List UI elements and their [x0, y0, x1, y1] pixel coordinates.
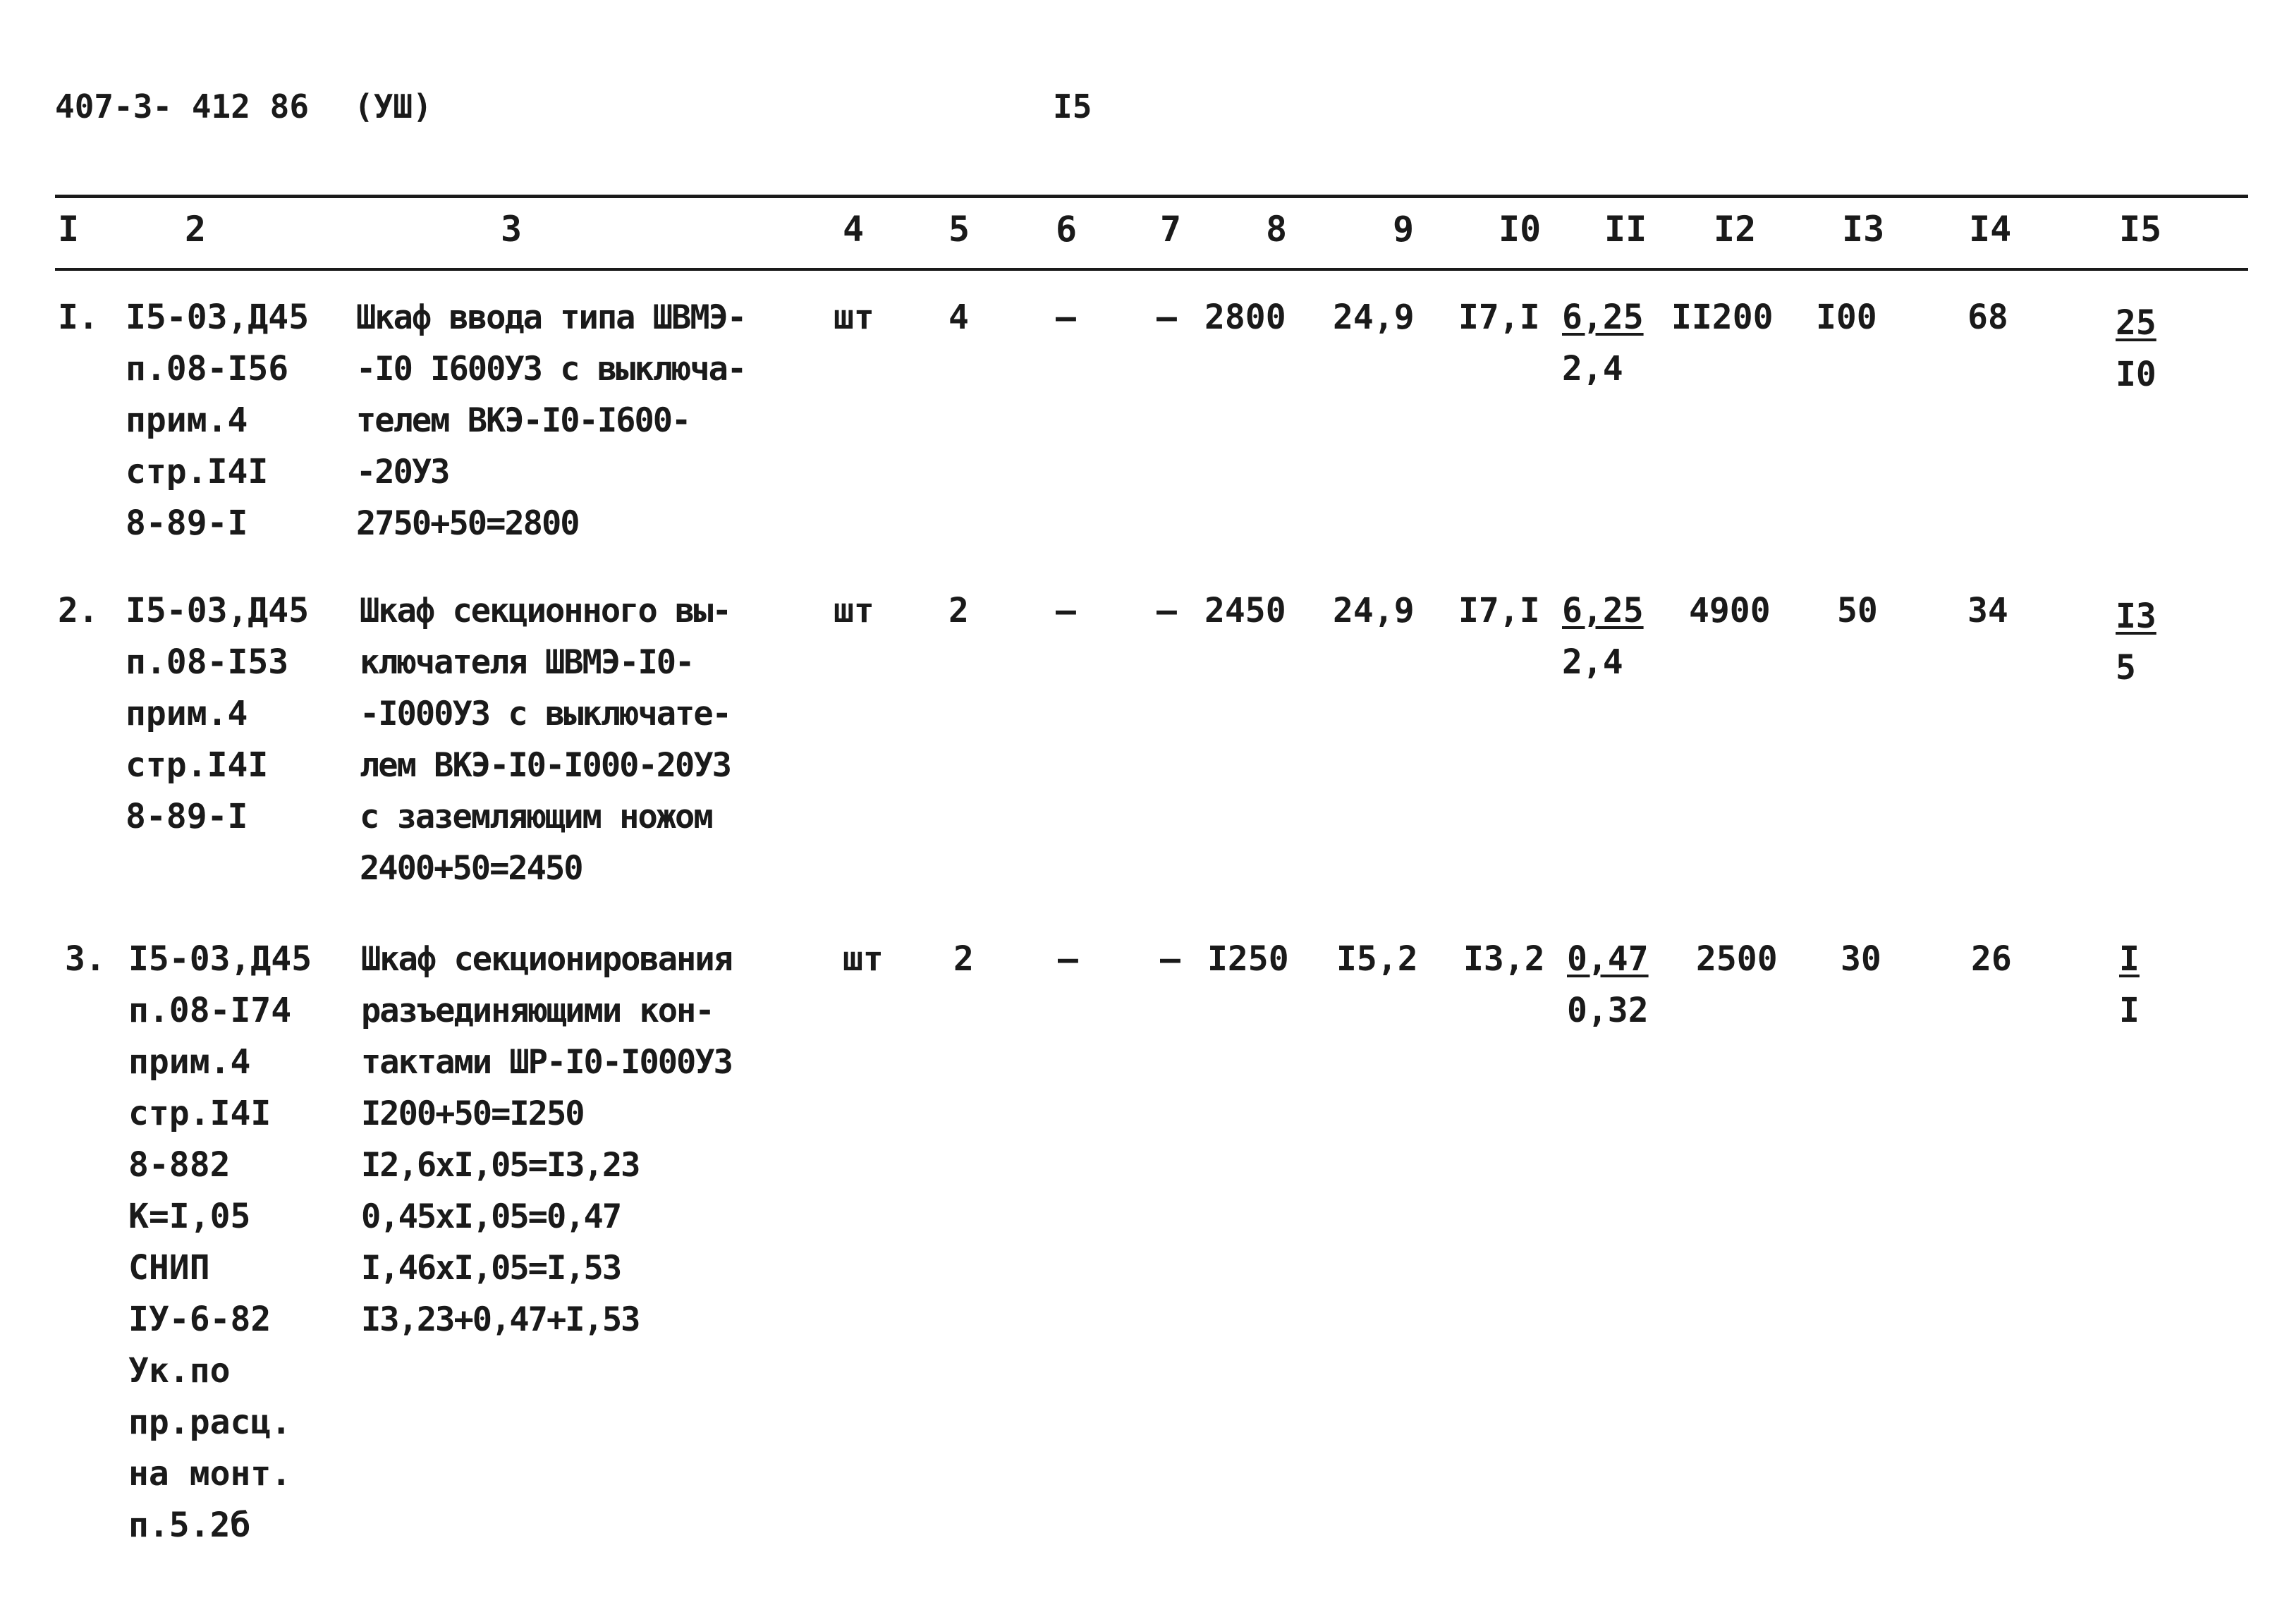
row-col10: I7,I	[1458, 298, 1540, 337]
row-col15	[2116, 591, 2156, 694]
reference-line: п.08-I56	[126, 349, 289, 389]
description-line: тактами ШР-I0-I000У3	[361, 1043, 732, 1082]
section-label: (УШ)	[354, 87, 432, 126]
col-num-3: 3	[501, 209, 523, 250]
page-number: I5	[1053, 87, 1092, 126]
table-top-rule	[55, 195, 2248, 198]
row-col6: –	[1058, 939, 1078, 979]
row-col8: 2450	[1204, 591, 1286, 630]
reference-line: I5-03,Д45	[128, 939, 312, 979]
reference-line: на монт.	[128, 1454, 292, 1494]
col-num-11: II	[1604, 209, 1647, 250]
row-col12: II200	[1671, 298, 1774, 337]
description-line: разъединяющими кон-	[361, 991, 714, 1030]
col11-upper: 6,25	[1562, 298, 1644, 337]
description-line: Шкаф секционного вы-	[360, 592, 731, 630]
reference-line: 8-89-I	[126, 503, 248, 543]
row-quantity: 2	[953, 939, 974, 979]
description-line: I3,23+0,47+I,53	[361, 1300, 640, 1339]
row-col12: 4900	[1689, 591, 1771, 630]
description-line: I,46хI,05=I,53	[361, 1249, 621, 1288]
col-num-9: 9	[1393, 209, 1415, 250]
description-line: ключателя ШВМЭ-I0-	[360, 643, 694, 682]
row-unit: шт	[834, 591, 874, 630]
col15-upper: I	[2119, 939, 2140, 979]
description-line: I200+50=I250	[361, 1094, 584, 1133]
row-col7: –	[1157, 298, 1177, 337]
row-col13: I00	[1816, 298, 1877, 337]
col-num-14: I4	[1969, 209, 2012, 250]
col-num-7: 7	[1160, 209, 1182, 250]
row-reference	[126, 292, 309, 549]
row-number: I.	[58, 298, 99, 337]
row-number: 3.	[65, 939, 106, 979]
col-num-8: 8	[1266, 209, 1288, 250]
row-quantity: 2	[948, 591, 969, 630]
description-line: с заземляющим ножом	[360, 798, 712, 836]
table-header-rule	[55, 268, 2248, 271]
description-line: I2,6хI,05=I3,23	[361, 1146, 640, 1185]
reference-line: I5-03,Д45	[126, 591, 310, 630]
reference-line: п.08-I74	[128, 991, 292, 1030]
description-line: 2750+50=2800	[356, 504, 579, 543]
col11-lower: 2,4	[1562, 642, 1623, 682]
col-num-10: I0	[1499, 209, 1542, 250]
col15-lower: I	[2119, 991, 2140, 1030]
reference-line: пр.расц.	[128, 1403, 292, 1442]
row-col13: 30	[1841, 939, 1881, 979]
reference-line: 8-89-I	[126, 797, 248, 836]
reference-line: прим.4	[126, 694, 248, 733]
row-col9: 24,9	[1333, 591, 1415, 630]
col11-upper: 0,47	[1567, 939, 1649, 979]
row-col15	[2119, 934, 2140, 1037]
reference-line: п.5.2б	[128, 1506, 251, 1545]
row-col14: 34	[1967, 591, 2008, 630]
row-col14: 26	[1971, 939, 2012, 979]
col-num-13: I3	[1842, 209, 1885, 250]
reference-line: Ук.по	[128, 1351, 231, 1391]
reference-line: прим.4	[128, 1042, 251, 1082]
col15-lower: I0	[2116, 355, 2156, 394]
row-col7: –	[1157, 591, 1177, 630]
row-col14: 68	[1967, 298, 2008, 337]
row-description	[360, 585, 731, 894]
col-num-6: 6	[1056, 209, 1078, 250]
reference-line: К=I,05	[128, 1197, 251, 1236]
description-line: -I0 I600У3 с выключа-	[356, 350, 746, 389]
col11-lower: 2,4	[1562, 349, 1623, 389]
row-col9: I5,2	[1336, 939, 1418, 979]
col-num-12: I2	[1714, 209, 1757, 250]
row-description	[356, 292, 745, 549]
col-num-4: 4	[843, 209, 865, 250]
row-unit: шт	[834, 298, 874, 337]
row-col13: 50	[1837, 591, 1878, 630]
description-line: лем ВКЭ-I0-I000-20У3	[360, 746, 731, 785]
col15-lower: 5	[2116, 648, 2136, 688]
row-number: 2.	[58, 591, 99, 630]
col15-upper: I3	[2116, 597, 2156, 636]
reference-line: СНИП	[128, 1248, 210, 1288]
row-col10: I3,2	[1463, 939, 1545, 979]
document-code: 407-3- 412 86	[55, 87, 310, 126]
col-num-2: 2	[185, 209, 207, 250]
reference-line: I5-03,Д45	[126, 298, 310, 337]
col-num-1: I	[58, 209, 80, 250]
description-line: Шкаф ввода типа ШВМЭ-	[356, 298, 746, 337]
row-quantity: 4	[948, 298, 969, 337]
row-description	[361, 934, 732, 1345]
row-col12: 2500	[1696, 939, 1778, 979]
col-num-15: I5	[2119, 209, 2162, 250]
row-col6: –	[1056, 298, 1076, 337]
description-line: -20У3	[356, 453, 449, 492]
col11-upper: 6,25	[1562, 591, 1644, 630]
row-col11	[1562, 292, 1644, 395]
row-reference	[128, 934, 312, 1551]
description-line: Шкаф секционирования	[361, 940, 732, 979]
reference-line: стр.I4I	[128, 1094, 271, 1133]
col11-lower: 0,32	[1567, 991, 1649, 1030]
row-unit: шт	[843, 939, 884, 979]
row-col6: –	[1056, 591, 1076, 630]
row-col8: I250	[1207, 939, 1289, 979]
reference-line: п.08-I53	[126, 642, 289, 682]
description-line: 2400+50=2450	[360, 849, 582, 888]
reference-line: стр.I4I	[126, 452, 269, 492]
row-col11	[1562, 585, 1644, 688]
col15-upper: 25	[2116, 303, 2156, 343]
description-line: -I000У3 с выключате-	[360, 695, 731, 733]
reference-line: стр.I4I	[126, 745, 269, 785]
reference-line: прим.4	[126, 401, 248, 440]
col-num-5: 5	[948, 209, 970, 250]
row-col11	[1567, 934, 1649, 1037]
row-col7: –	[1160, 939, 1180, 979]
description-line: телем ВКЭ-I0-I600-	[356, 401, 690, 440]
row-reference	[126, 585, 309, 843]
description-line: 0,45хI,05=0,47	[361, 1197, 621, 1236]
reference-line: IУ-6-82	[128, 1300, 271, 1339]
reference-line: 8-882	[128, 1145, 231, 1185]
row-col15	[2116, 298, 2156, 401]
row-col10: I7,I	[1458, 591, 1540, 630]
row-col9: 24,9	[1333, 298, 1415, 337]
row-col8: 2800	[1204, 298, 1286, 337]
